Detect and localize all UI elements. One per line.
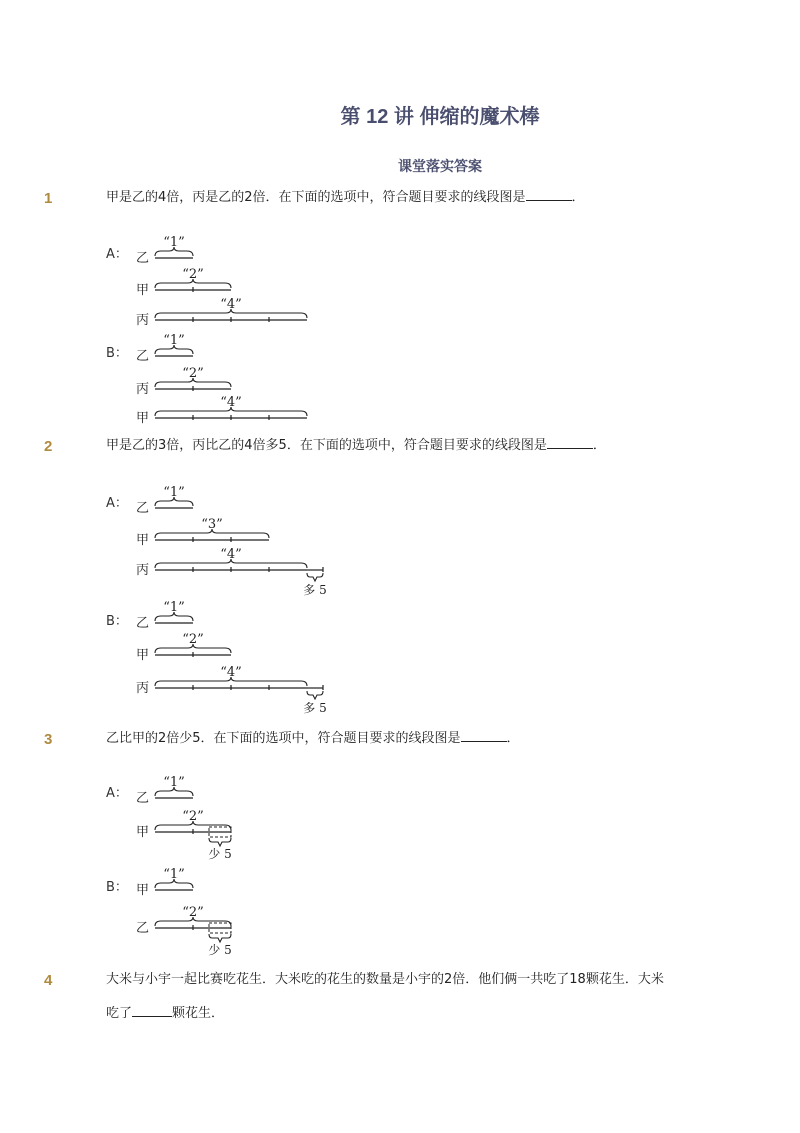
- q2-optb-row2-brace-label: “2”: [182, 632, 204, 647]
- q3-opta-row2-brace-label: “2”: [182, 809, 204, 824]
- q1-opta-row1-brace-label: “1”: [163, 235, 185, 250]
- q1-optb-row3-name: 甲: [136, 411, 150, 426]
- q1-optb-row1-brace-label: “1”: [163, 333, 185, 348]
- q2-optb-row3-brace-label: “4”: [220, 665, 242, 680]
- question-2-end: ．: [592, 438, 606, 453]
- q1-opta-row2-name: 甲: [136, 283, 150, 298]
- q3-opta-row2-less-label: 少 5: [208, 847, 232, 861]
- question-3-stem: 乙比甲的2倍少5．在下面的选项中，符合题目要求的线段图是: [106, 731, 461, 746]
- q1-optb-row2-brace-label: “2”: [182, 366, 204, 381]
- q1-option-a-label: A：: [106, 247, 128, 262]
- q1-opta-row2-brace-label: “2”: [182, 267, 204, 282]
- q2-optb-row3-extra-label: 多 5: [303, 701, 327, 715]
- q3-optb-row2-name: 乙: [136, 921, 150, 936]
- q1-opta-row1-name: 乙: [136, 251, 150, 266]
- q1-optb-row2-name: 丙: [136, 382, 150, 397]
- q3-option-a-label: A：: [106, 786, 128, 801]
- q2-option-a-label: A：: [106, 496, 128, 511]
- q2-opta-row3-name: 丙: [136, 563, 150, 578]
- q1-opta-row3-name: 丙: [136, 313, 150, 328]
- q3-opta-row2-name: 甲: [136, 825, 150, 840]
- section-subtitle: 课堂落实答案: [398, 159, 482, 175]
- question-number-3: 3: [44, 731, 53, 748]
- question-1-stem: 甲是乙的4倍，丙是乙的2倍．在下面的选项中，符合题目要求的线段图是: [106, 190, 526, 205]
- q2-opta-row2-name: 甲: [136, 533, 150, 548]
- question-number-2: 2: [44, 438, 53, 455]
- q2-opta-row1-name: 乙: [136, 501, 150, 516]
- q3-option-b-label: B：: [106, 880, 128, 895]
- q3-optb-row2-brace-label: “2”: [182, 905, 204, 920]
- q1-opta-row3-brace-label: “4”: [220, 297, 242, 312]
- question-4-line-2-end: 颗花生．: [172, 1006, 225, 1021]
- question-4-line-1: 大米与小宇一起比赛吃花生．大米吃的花生的数量是小宇的2倍．他们俩一共吃了18颗花生．大米: [106, 972, 664, 987]
- q2-optb-row1-name: 乙: [136, 616, 150, 631]
- q2-opta-row3-brace-label: “4”: [220, 547, 242, 562]
- q3-optb-row1-brace-label: “1”: [163, 867, 185, 882]
- page-title: 第 12 讲 伸缩的魔术棒: [340, 106, 540, 128]
- q3-optb-row2-less-brace: [209, 934, 231, 942]
- q2-optb-row1-brace-label: “1”: [163, 600, 185, 615]
- question-2-stem: 甲是乙的3倍，丙比乙的4倍多5．在下面的选项中，符合题目要求的线段图是: [106, 438, 547, 453]
- q3-optb-row1-name: 甲: [136, 883, 150, 898]
- q2-optb-row2-name: 甲: [136, 648, 150, 663]
- q2-optb-row3-name: 丙: [136, 681, 150, 696]
- q2-opta-row2-brace-label: “3”: [201, 517, 223, 532]
- q2-optb-row3-extra-brace: [307, 691, 323, 699]
- question-1-end: ．: [571, 190, 585, 205]
- q2-opta-row3-extra-label: 多 5: [303, 583, 327, 597]
- q3-opta-row1-brace-label: “1”: [163, 775, 185, 790]
- q3-opta-row1-name: 乙: [136, 791, 150, 806]
- q3-opta-row2-less-brace: [209, 838, 231, 846]
- q1-option-b-label: B：: [106, 346, 128, 361]
- q2-opta-row3-extra-brace: [307, 573, 323, 581]
- q1-optb-row3-brace-label: “4”: [220, 395, 242, 410]
- q3-optb-row2-less-label: 少 5: [208, 943, 232, 957]
- question-number-4: 4: [44, 972, 53, 989]
- question-3-end: ．: [506, 731, 520, 746]
- q2-opta-row1-brace-label: “1”: [163, 485, 185, 500]
- question-number-1: 1: [44, 190, 53, 207]
- q1-optb-row1-name: 乙: [136, 349, 150, 364]
- question-4-line-2-start: 吃了: [106, 1006, 133, 1021]
- q2-option-b-label: B：: [106, 614, 128, 629]
